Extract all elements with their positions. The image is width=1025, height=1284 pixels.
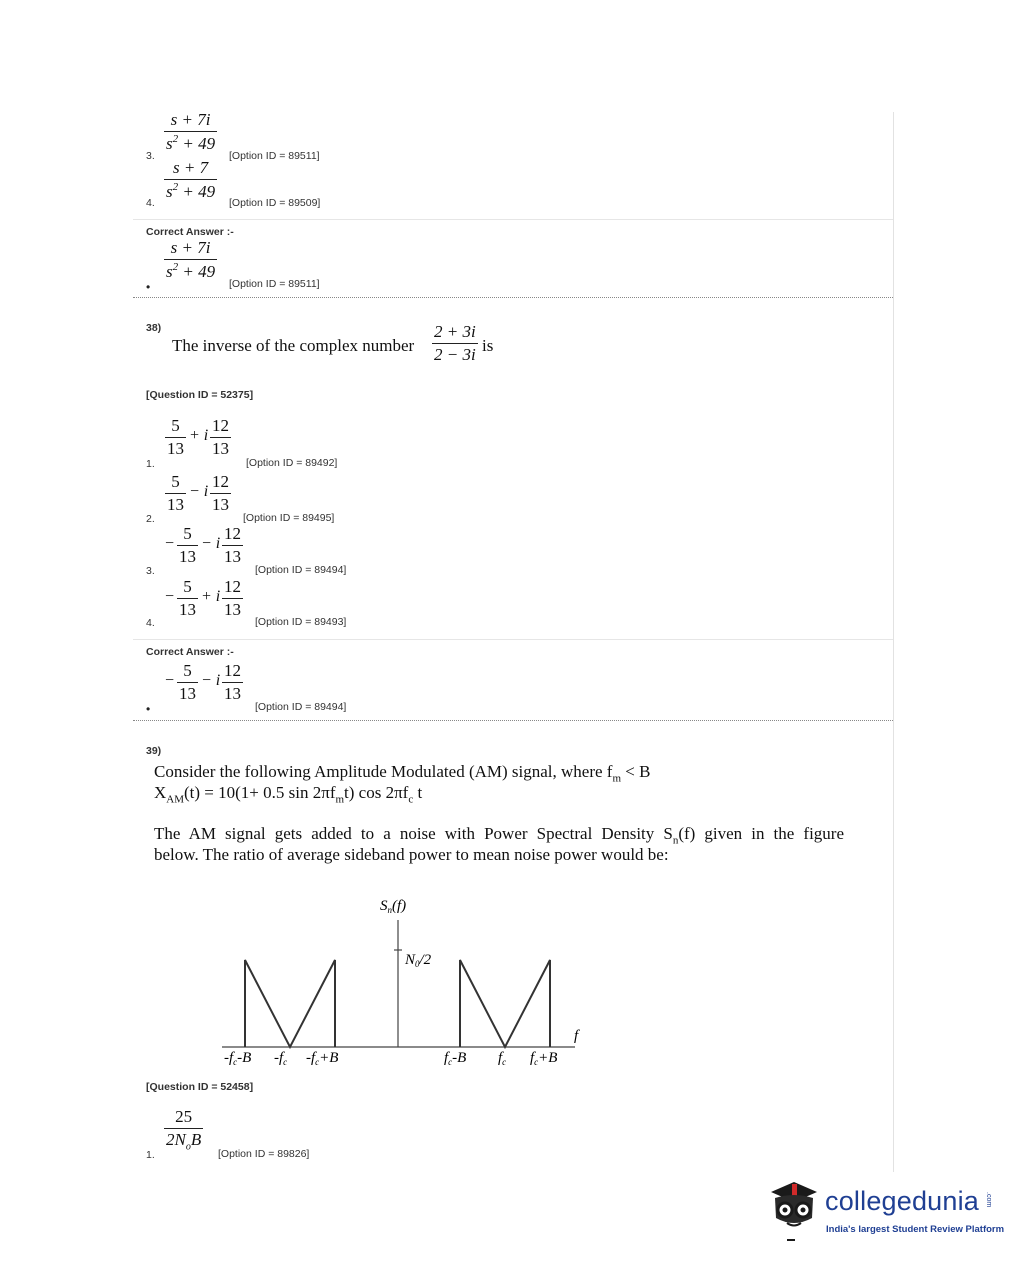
level-label: $N_0/2$ [405, 952, 432, 969]
dotted-divider [133, 720, 893, 721]
option-id: [Option ID = 89511] [229, 150, 320, 162]
fraction-a: 5 13 [167, 416, 184, 458]
tick-label: $-f_c$ [274, 1050, 288, 1067]
question-line-1: Consider the following Amplitude Modulated (AM) signal, where $f_m < B$ [154, 762, 651, 785]
option-number: 1. [146, 1149, 155, 1161]
operator: − i [189, 483, 209, 500]
minus-sign: − [165, 535, 175, 552]
fraction-b: 12 13 [224, 524, 241, 566]
divider [133, 219, 893, 220]
fraction-b: 12 13 [224, 661, 241, 703]
option-number: 4. [146, 617, 155, 629]
y-axis-label: $S_n(f)$ [380, 898, 407, 915]
correct-answer-label: Correct Answer :- [146, 226, 234, 238]
tick-label: $f_c$ [498, 1050, 507, 1067]
question-paragraph-line-2: below. The ratio of average sideband power to mean noise power would be: [154, 845, 669, 864]
option-id: [Option ID = 89495] [243, 512, 335, 524]
option-id: [Option ID = 89511] [229, 278, 320, 290]
question-line-2: $X_{AM}(t) = 10(1+ 0.5$ $\sin 2\pi f_mt$) $\cos 2\pi f_c$ t [154, 783, 423, 806]
operator: + i [201, 588, 221, 605]
option-id: [Option ID = 89492] [246, 457, 338, 469]
psd-figure [210, 890, 600, 1070]
tick-label: $f_c+B$ [530, 1050, 558, 1067]
option-number: 3. [146, 150, 155, 162]
brand-suffix: .com [985, 1192, 992, 1208]
fraction-a: 5 13 [167, 472, 184, 514]
left-m-shape [245, 960, 335, 1047]
question-number: 39) [146, 745, 162, 757]
option-number: 1. [146, 458, 155, 470]
operator: − i [201, 535, 221, 552]
option-fraction: s + 7 $s^2 + 49$ [166, 158, 216, 201]
question-id: [Question ID = 52458] [146, 1081, 254, 1093]
mascot-icon [765, 1178, 823, 1244]
brand-name: collegedunia [825, 1186, 980, 1216]
minus-sign: − [165, 672, 175, 689]
question-text: The inverse of the complex number [172, 336, 415, 355]
option-number: 4. [146, 197, 155, 209]
fraction-a: 5 13 [179, 661, 196, 703]
option-number: 3. [146, 565, 155, 577]
option-number: 2. [146, 513, 155, 525]
answer-fraction: s + 7i $s^2 + 49$ [166, 238, 216, 281]
divider [133, 639, 893, 640]
question-id: [Question ID = 52375] [146, 389, 254, 401]
option-id: [Option ID = 89509] [229, 197, 321, 209]
option-id: [Option ID = 89494] [255, 701, 347, 713]
tick-label: $-f_c+B$ [306, 1050, 339, 1067]
fraction-a: 5 13 [179, 577, 196, 619]
tick-label: $-f_c-B$ [224, 1050, 252, 1067]
question-paragraph-line-1: The AM signal gets added to a noise with Power Spectral Density $S_n(f)$ given in the figure [154, 824, 844, 847]
fraction-b: 12 13 [212, 416, 229, 458]
x-axis-label: f [574, 1028, 579, 1044]
bullet: • [146, 702, 151, 716]
collegedunia-logo[interactable] [765, 1176, 1005, 1246]
brand-tagline: India's largest Student Review Platform [826, 1224, 1005, 1235]
minus-sign: − [165, 588, 175, 605]
right-m-shape [460, 960, 550, 1047]
option-id: [Option ID = 89494] [255, 564, 347, 576]
question-fraction: 2 + 3i 2 − 3i [434, 322, 476, 364]
dotted-divider [133, 297, 893, 298]
tick-label: $f_c-B$ [444, 1050, 467, 1067]
option-id: [Option ID = 89493] [255, 616, 347, 628]
fraction-b: 12 13 [212, 472, 229, 514]
fraction-b: 12 13 [224, 577, 241, 619]
question-text-end: is [482, 336, 494, 355]
bullet: • [146, 280, 151, 294]
option-id: [Option ID = 89826] [218, 1148, 310, 1160]
option-fraction: 25 $2N_oB$ [166, 1107, 202, 1153]
question-number: 38) [146, 322, 162, 334]
option-fraction: s + 7i $s^2 + 49$ [166, 110, 216, 153]
operator: + i [189, 427, 209, 444]
correct-answer-label: Correct Answer :- [146, 646, 234, 658]
fraction-a: 5 13 [179, 524, 196, 566]
operator: − i [201, 672, 221, 689]
